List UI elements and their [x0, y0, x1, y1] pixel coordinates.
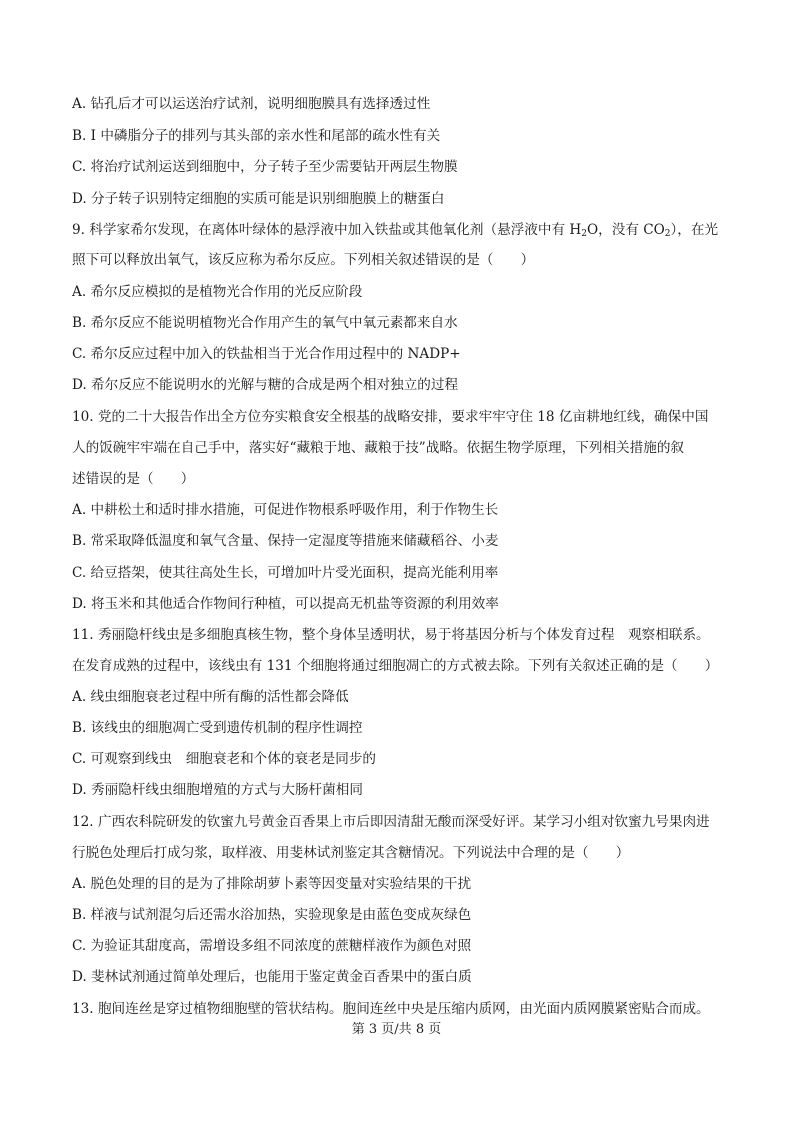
q8-option-d: D. 分子转子识别特定细胞的实质可能是识别细胞膜上的糖蛋白 [72, 191, 445, 207]
q9-stem-part-b: O，没有 CO [586, 222, 665, 238]
q11-option-b: B. 该线虫的细胞凋亡受到遗传机制的程序性调控 [72, 720, 363, 736]
q8-option-a: A. 钻孔后才可以运送治疗试剂，说明细胞膜具有选择透过性 [72, 96, 431, 112]
q12-option-d: D. 斐林试剂通过简单处理后，也能用于鉴定黄金百香果中的蛋白质 [72, 969, 472, 985]
q9-stem-line-1 [72, 221, 732, 239]
q9-stem-part-c: ），在光 [670, 222, 719, 238]
q12-option-a: A. 脱色处理的目的是为了排除胡萝卜素等因变量对实验结果的干扰 [72, 876, 472, 892]
q8-option-b: B. I 中磷脂分子的排列与其头部的亲水性和尾部的疏水性有关 [72, 128, 441, 144]
q9-option-a: A. 希尔反应模拟的是植物光合作用的光反应阶段 [72, 284, 363, 300]
q9-option-c: C. 希尔反应过程中加入的铁盐相当于光合作用过程中的 NADP+ [72, 346, 461, 362]
q13-stem-line-1: 13. 胞间连丝是穿过植物细胞壁的管状结构。胞间连丝中央是压缩内质网，由光面内质网膜紧密贴合而成。 [72, 1001, 710, 1017]
q10-stem-line-3: 述错误的是（ ） [72, 471, 195, 487]
q12-stem-line-2: 行脱色处理后打成匀浆，取样液、用斐林试剂鉴定其含糖情况。下列说法中合理的是（ ） [72, 845, 630, 861]
q11-stem-line-2: 在发育成熟的过程中，该线虫有 131 个细胞将通过细胞凋亡的方式被去除。下列有关叙述正确的是（ ） [72, 658, 719, 674]
page-footer: 第 3 页/共 8 页 [351, 1022, 442, 1037]
q11-option-c: C. 可观察到线虫 细胞衰老和个体的衰老是同步的 [72, 751, 377, 767]
q9-stem-line-2: 照下可以释放出氧气，该反应称为希尔反应。下列相关叙述错误的是（ ） [72, 252, 535, 268]
q12-stem-line-1: 12. 广西农科院研发的钦蜜九号黄金百香果上市后即因清甜无酸而深受好评。某学习小组对钦蜜九号果肉进 [72, 814, 710, 830]
q9-h2o-subscript: 2 [581, 229, 587, 239]
q10-option-c: C. 给豆搭架，使其往高处生长，可增加叶片受光面积，提高光能利用率 [72, 565, 499, 581]
q10-option-b: B. 常采取降低温度和氧气含量、保持一定湿度等措施来储藏稻谷、小麦 [72, 533, 499, 549]
q9-option-b: B. 希尔反应不能说明植物光合作用产生的氧气中氧元素都来自水 [72, 315, 458, 331]
q10-stem-line-1: 10. 党的二十大报告作出全方位夯实粮食安全根基的战略安排，要求牢牢守住 18 亿亩耕地红线，确保中国 [72, 409, 709, 425]
q11-option-a: A. 线虫细胞衰老过程中所有酶的活性都会降低 [72, 689, 349, 705]
q11-stem-line-1: 11. 秀丽隐杆线虫是多细胞真核生物，整个身体呈透明状，易于将基因分析与个体发育过程 观察相联系。 [72, 627, 710, 643]
q12-option-c: C. 为验证其甜度高，需增设多组不同浓度的蔗糖样液作为颜色对照 [72, 938, 472, 954]
q10-option-d: D. 将玉米和其他适合作物间行种植，可以提高无机盐等资源的利用效率 [72, 596, 499, 612]
q8-option-c: C. 将治疗试剂运送到细胞中，分子转子至少需要钻开两层生物膜 [72, 159, 458, 175]
q12-option-b: B. 样液与试剂混匀后还需水浴加热，实验现象是由蓝色变成灰绿色 [72, 907, 472, 923]
q10-option-a: A. 中耕松土和适时排水措施，可促进作物根系呼吸作用，利于作物生长 [72, 502, 499, 518]
q10-stem-line-2: 人的饭碗牢牢端在自己手中，落实好“藏粮于地、藏粮于技”战略。依据生物学原理，下列相关措施的叙 [72, 440, 685, 456]
q9-stem-part-a: 9. 科学家希尔发现，在离体叶绿体的悬浮液中加入铁盐或其他氧化剂（悬浮液中有 H [72, 222, 582, 238]
q9-co2-subscript: 2 [664, 229, 671, 239]
q11-option-d: D. 秀丽隐杆线虫细胞增殖的方式与大肠杆菌相同 [72, 782, 363, 798]
q9-option-d: D. 希尔反应不能说明水的光解与糖的合成是两个相对独立的过程 [72, 377, 459, 393]
